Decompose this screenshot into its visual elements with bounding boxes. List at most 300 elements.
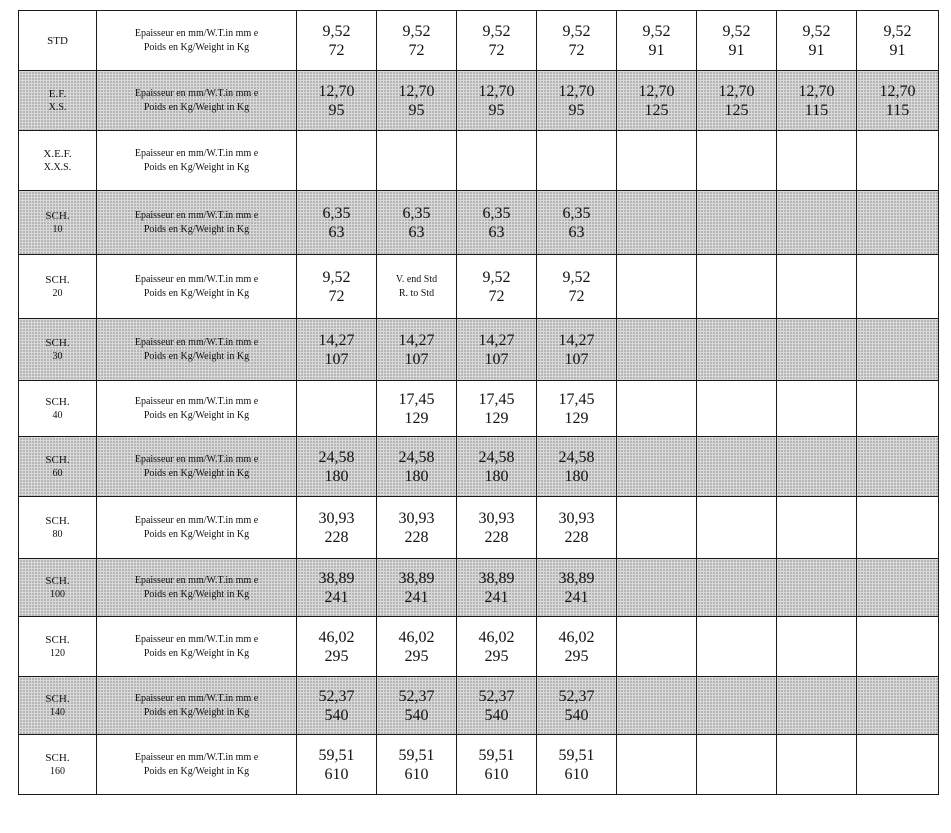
value-cell (377, 497, 457, 559)
weight-value: 540 (404, 706, 429, 724)
weight-value: 107 (404, 350, 429, 368)
wall-thickness-value: 6,35 (482, 204, 511, 222)
value-cell (377, 319, 457, 381)
value-cell (697, 319, 777, 381)
wall-thickness-value: 12,70 (798, 82, 835, 100)
schedule-code: SCH. (45, 395, 70, 408)
value-cell (857, 11, 939, 71)
wall-thickness-label: Epaisseur en mm/W.T.in mm e (134, 336, 259, 348)
value-cell (697, 11, 777, 71)
wall-thickness-value: 38,89 (478, 569, 515, 587)
value-cell (697, 131, 777, 191)
pipe-schedule-sheet (18, 10, 938, 795)
weight-value: 610 (564, 765, 589, 783)
value-cell (617, 381, 697, 437)
schedule-code-cell (19, 559, 97, 617)
wall-thickness-value: 12,70 (879, 82, 916, 100)
weight-value: 610 (484, 765, 509, 783)
weight-value: 72 (488, 287, 505, 305)
table-row (19, 11, 939, 71)
weight-value: 540 (564, 706, 589, 724)
note-line: R. to Std (398, 287, 435, 299)
schedule-code-suffix: 10 (52, 223, 63, 235)
weight-value: 295 (324, 647, 349, 665)
value-cell (777, 255, 857, 319)
wall-thickness-value: 14,27 (398, 331, 435, 349)
table-row (19, 617, 939, 677)
value-cell (457, 131, 537, 191)
schedule-code-suffix: 100 (50, 588, 65, 600)
schedule-code-suffix: 120 (50, 647, 65, 659)
value-cell (617, 559, 697, 617)
schedule-code-suffix: X.S. (48, 101, 67, 113)
wall-thickness-label: Epaisseur en mm/W.T.in mm e (134, 87, 259, 99)
schedule-code: SCH. (45, 514, 70, 527)
weight-value: 125 (644, 101, 669, 119)
weight-value: 295 (564, 647, 589, 665)
wall-thickness-value: 6,35 (402, 204, 431, 222)
schedule-code: SCH. (45, 336, 70, 349)
value-cell (697, 677, 777, 735)
wall-thickness-value: 12,70 (638, 82, 675, 100)
weight-value: 72 (488, 41, 505, 59)
value-cell (857, 131, 939, 191)
value-cell (697, 255, 777, 319)
note-line: V. end Std (395, 273, 438, 285)
schedule-code-cell (19, 381, 97, 437)
value-cell (777, 617, 857, 677)
weight-label: Poids en Kg/Weight in Kg (143, 467, 250, 479)
value-cell (617, 735, 697, 795)
description-cell (97, 735, 297, 795)
wall-thickness-value: 30,93 (478, 509, 515, 527)
weight-label: Poids en Kg/Weight in Kg (143, 350, 250, 362)
value-cell (457, 191, 537, 255)
value-cell (537, 319, 617, 381)
wall-thickness-label: Epaisseur en mm/W.T.in mm e (134, 147, 259, 159)
value-cell (777, 735, 857, 795)
weight-value: 180 (564, 467, 589, 485)
value-cell (297, 381, 377, 437)
weight-value: 72 (328, 287, 345, 305)
wall-thickness-value: 9,52 (883, 22, 912, 40)
weight-value: 228 (564, 528, 589, 546)
table-row (19, 497, 939, 559)
schedule-code: SCH. (45, 453, 70, 466)
value-cell (457, 677, 537, 735)
wall-thickness-value: 17,45 (398, 390, 435, 408)
wall-thickness-label: Epaisseur en mm/W.T.in mm e (134, 692, 259, 704)
wall-thickness-value: 46,02 (318, 628, 355, 646)
value-cell (617, 319, 697, 381)
value-cell (537, 11, 617, 71)
wall-thickness-value: 52,37 (398, 687, 435, 705)
weight-value: 95 (408, 101, 425, 119)
value-cell (777, 437, 857, 497)
value-cell (537, 437, 617, 497)
value-cell (297, 735, 377, 795)
value-cell (537, 255, 617, 319)
weight-value: 129 (404, 409, 429, 427)
table-row (19, 437, 939, 497)
value-cell (697, 497, 777, 559)
weight-value: 91 (648, 41, 665, 59)
wall-thickness-value: 38,89 (398, 569, 435, 587)
wall-thickness-value: 30,93 (398, 509, 435, 527)
wall-thickness-value: 9,52 (482, 268, 511, 286)
value-cell (297, 71, 377, 131)
schedule-code: SCH. (45, 633, 70, 646)
wall-thickness-value: 52,37 (478, 687, 515, 705)
value-cell (457, 617, 537, 677)
value-cell (617, 437, 697, 497)
wall-thickness-value: 9,52 (322, 268, 351, 286)
value-cell (537, 191, 617, 255)
value-cell (697, 559, 777, 617)
wall-thickness-value: 6,35 (322, 204, 351, 222)
weight-value: 72 (568, 287, 585, 305)
value-cell (617, 11, 697, 71)
wall-thickness-value: 9,52 (802, 22, 831, 40)
weight-value: 295 (484, 647, 509, 665)
wall-thickness-label: Epaisseur en mm/W.T.in mm e (134, 27, 259, 39)
value-cell (297, 617, 377, 677)
schedule-code-cell (19, 255, 97, 319)
schedule-code: STD (47, 34, 68, 47)
wall-thickness-label: Epaisseur en mm/W.T.in mm e (134, 751, 259, 763)
wall-thickness-label: Epaisseur en mm/W.T.in mm e (134, 574, 259, 586)
wall-thickness-value: 17,45 (478, 390, 515, 408)
value-cell (777, 497, 857, 559)
value-cell (777, 559, 857, 617)
value-cell (457, 735, 537, 795)
weight-label: Poids en Kg/Weight in Kg (143, 528, 250, 540)
value-cell (377, 437, 457, 497)
value-cell (777, 131, 857, 191)
weight-label: Poids en Kg/Weight in Kg (143, 223, 250, 235)
wall-thickness-value: 6,35 (562, 204, 591, 222)
value-cell (857, 559, 939, 617)
description-cell (97, 319, 297, 381)
value-cell (377, 559, 457, 617)
weight-value: 180 (484, 467, 509, 485)
weight-label: Poids en Kg/Weight in Kg (143, 706, 250, 718)
schedule-code-suffix: 60 (52, 467, 63, 479)
value-cell (537, 735, 617, 795)
value-cell (777, 191, 857, 255)
value-cell (377, 191, 457, 255)
wall-thickness-label: Epaisseur en mm/W.T.in mm e (134, 273, 259, 285)
value-cell (537, 617, 617, 677)
value-cell (857, 617, 939, 677)
weight-value: 540 (484, 706, 509, 724)
wall-thickness-value: 30,93 (318, 509, 355, 527)
table-row (19, 381, 939, 437)
value-cell (617, 677, 697, 735)
wall-thickness-value: 24,58 (398, 448, 435, 466)
wall-thickness-label: Epaisseur en mm/W.T.in mm e (134, 453, 259, 465)
weight-value: 115 (885, 101, 910, 119)
schedule-code: SCH. (45, 273, 70, 286)
value-cell (777, 319, 857, 381)
schedule-code-cell (19, 319, 97, 381)
value-cell (457, 497, 537, 559)
description-cell (97, 677, 297, 735)
wall-thickness-value: 38,89 (318, 569, 355, 587)
value-cell (297, 559, 377, 617)
wall-thickness-value: 9,52 (322, 22, 351, 40)
wall-thickness-value: 9,52 (642, 22, 671, 40)
weight-label: Poids en Kg/Weight in Kg (143, 765, 250, 777)
weight-value: 63 (568, 223, 585, 241)
table-row (19, 735, 939, 795)
weight-value: 228 (404, 528, 429, 546)
weight-label: Poids en Kg/Weight in Kg (143, 409, 250, 421)
value-cell (697, 617, 777, 677)
weight-value: 295 (404, 647, 429, 665)
value-cell (377, 735, 457, 795)
wall-thickness-value: 52,37 (558, 687, 595, 705)
value-cell (377, 71, 457, 131)
value-cell (617, 131, 697, 191)
weight-value: 107 (484, 350, 509, 368)
value-cell (857, 255, 939, 319)
wall-thickness-value: 30,93 (558, 509, 595, 527)
value-cell (457, 437, 537, 497)
value-cell (697, 381, 777, 437)
weight-value: 129 (564, 409, 589, 427)
value-cell (537, 677, 617, 735)
wall-thickness-label: Epaisseur en mm/W.T.in mm e (134, 209, 259, 221)
value-cell (457, 381, 537, 437)
wall-thickness-value: 24,58 (478, 448, 515, 466)
wall-thickness-value: 14,27 (558, 331, 595, 349)
table-row (19, 255, 939, 319)
weight-value: 241 (324, 588, 349, 606)
value-cell (617, 497, 697, 559)
wall-thickness-value: 9,52 (482, 22, 511, 40)
weight-value: 610 (404, 765, 429, 783)
wall-thickness-value: 9,52 (402, 22, 431, 40)
wall-thickness-value: 12,70 (398, 82, 435, 100)
weight-value: 610 (324, 765, 349, 783)
value-cell (457, 255, 537, 319)
weight-value: 95 (328, 101, 345, 119)
value-cell (297, 677, 377, 735)
wall-thickness-value: 24,58 (558, 448, 595, 466)
wall-thickness-value: 12,70 (318, 82, 355, 100)
weight-label: Poids en Kg/Weight in Kg (143, 647, 250, 659)
schedule-code-cell (19, 497, 97, 559)
value-cell (377, 381, 457, 437)
schedule-code-suffix: 160 (50, 765, 65, 777)
weight-value: 91 (808, 41, 825, 59)
weight-value: 91 (728, 41, 745, 59)
pipe-schedule-table (18, 10, 939, 795)
value-cell (537, 497, 617, 559)
weight-value: 125 (724, 101, 749, 119)
weight-label: Poids en Kg/Weight in Kg (143, 41, 250, 53)
value-cell (377, 677, 457, 735)
weight-value: 95 (568, 101, 585, 119)
weight-value: 129 (484, 409, 509, 427)
value-cell (457, 559, 537, 617)
description-cell (97, 437, 297, 497)
schedule-code-suffix: 20 (52, 287, 63, 299)
schedule-code-cell (19, 617, 97, 677)
value-cell (777, 71, 857, 131)
wall-thickness-value: 12,70 (478, 82, 515, 100)
weight-label: Poids en Kg/Weight in Kg (143, 101, 250, 113)
weight-value: 241 (564, 588, 589, 606)
schedule-code-suffix: X.X.S. (43, 161, 72, 173)
value-cell (297, 131, 377, 191)
weight-value: 228 (484, 528, 509, 546)
wall-thickness-value: 59,51 (318, 746, 355, 764)
value-cell (697, 437, 777, 497)
wall-thickness-label: Epaisseur en mm/W.T.in mm e (134, 395, 259, 407)
description-cell (97, 191, 297, 255)
wall-thickness-value: 9,52 (722, 22, 751, 40)
weight-value: 115 (804, 101, 829, 119)
wall-thickness-value: 12,70 (718, 82, 755, 100)
schedule-code: SCH. (45, 692, 70, 705)
value-cell (457, 71, 537, 131)
wall-thickness-value: 17,45 (558, 390, 595, 408)
value-cell (857, 497, 939, 559)
value-cell (777, 11, 857, 71)
value-cell (377, 11, 457, 71)
value-cell (537, 71, 617, 131)
description-cell (97, 381, 297, 437)
table-row (19, 71, 939, 131)
schedule-code: SCH. (45, 751, 70, 764)
wall-thickness-value: 24,58 (318, 448, 355, 466)
description-cell (97, 559, 297, 617)
wall-thickness-label: Epaisseur en mm/W.T.in mm e (134, 633, 259, 645)
weight-value: 107 (324, 350, 349, 368)
schedule-code: SCH. (45, 209, 70, 222)
weight-value: 107 (564, 350, 589, 368)
schedule-code-suffix: 80 (52, 528, 63, 540)
value-cell (857, 319, 939, 381)
value-cell (617, 191, 697, 255)
weight-value: 180 (404, 467, 429, 485)
value-cell (377, 617, 457, 677)
value-cell (537, 559, 617, 617)
value-cell (617, 71, 697, 131)
weight-value: 95 (488, 101, 505, 119)
table-body (19, 11, 939, 795)
wall-thickness-value: 59,51 (398, 746, 435, 764)
wall-thickness-value: 46,02 (478, 628, 515, 646)
description-cell (97, 71, 297, 131)
schedule-code-suffix: 40 (52, 409, 63, 421)
value-cell (617, 255, 697, 319)
wall-thickness-value: 12,70 (558, 82, 595, 100)
value-cell (457, 11, 537, 71)
value-cell (537, 131, 617, 191)
schedule-code-cell (19, 735, 97, 795)
value-cell (777, 381, 857, 437)
schedule-code: X.E.F. (43, 147, 72, 160)
schedule-code-cell (19, 437, 97, 497)
value-cell (777, 677, 857, 735)
wall-thickness-label: Epaisseur en mm/W.T.in mm e (134, 514, 259, 526)
weight-value: 72 (328, 41, 345, 59)
wall-thickness-value: 46,02 (558, 628, 595, 646)
value-cell (857, 381, 939, 437)
wall-thickness-value: 46,02 (398, 628, 435, 646)
wall-thickness-value: 52,37 (318, 687, 355, 705)
weight-value: 91 (889, 41, 906, 59)
description-cell (97, 617, 297, 677)
weight-value: 63 (408, 223, 425, 241)
wall-thickness-value: 14,27 (318, 331, 355, 349)
value-cell (857, 677, 939, 735)
wall-thickness-value: 14,27 (478, 331, 515, 349)
table-row (19, 677, 939, 735)
value-cell (297, 497, 377, 559)
schedule-code-cell (19, 191, 97, 255)
table-row (19, 191, 939, 255)
schedule-code: SCH. (45, 574, 70, 587)
weight-label: Poids en Kg/Weight in Kg (143, 588, 250, 600)
weight-value: 72 (568, 41, 585, 59)
value-cell (377, 131, 457, 191)
schedule-code-cell (19, 677, 97, 735)
weight-label: Poids en Kg/Weight in Kg (143, 161, 250, 173)
value-cell (297, 191, 377, 255)
value-cell (697, 71, 777, 131)
weight-value: 241 (404, 588, 429, 606)
weight-value: 540 (324, 706, 349, 724)
value-cell (297, 319, 377, 381)
schedule-code-cell (19, 71, 97, 131)
table-row (19, 319, 939, 381)
description-cell (97, 11, 297, 71)
schedule-code: E.F. (48, 87, 67, 100)
value-cell (697, 735, 777, 795)
table-row (19, 131, 939, 191)
value-cell (457, 319, 537, 381)
weight-value: 241 (484, 588, 509, 606)
value-cell (617, 617, 697, 677)
wall-thickness-value: 9,52 (562, 22, 591, 40)
weight-value: 228 (324, 528, 349, 546)
schedule-code-suffix: 140 (50, 706, 65, 718)
value-cell (377, 255, 457, 319)
schedule-code-cell (19, 131, 97, 191)
value-cell (297, 11, 377, 71)
weight-value: 180 (324, 467, 349, 485)
table-row (19, 559, 939, 617)
wall-thickness-value: 59,51 (558, 746, 595, 764)
weight-value: 63 (328, 223, 345, 241)
value-cell (857, 71, 939, 131)
value-cell (297, 437, 377, 497)
value-cell (857, 437, 939, 497)
schedule-code-suffix: 30 (52, 350, 63, 362)
weight-value: 63 (488, 223, 505, 241)
description-cell (97, 255, 297, 319)
value-cell (857, 191, 939, 255)
value-cell (297, 255, 377, 319)
description-cell (97, 131, 297, 191)
value-cell (537, 381, 617, 437)
wall-thickness-value: 59,51 (478, 746, 515, 764)
description-cell (97, 497, 297, 559)
